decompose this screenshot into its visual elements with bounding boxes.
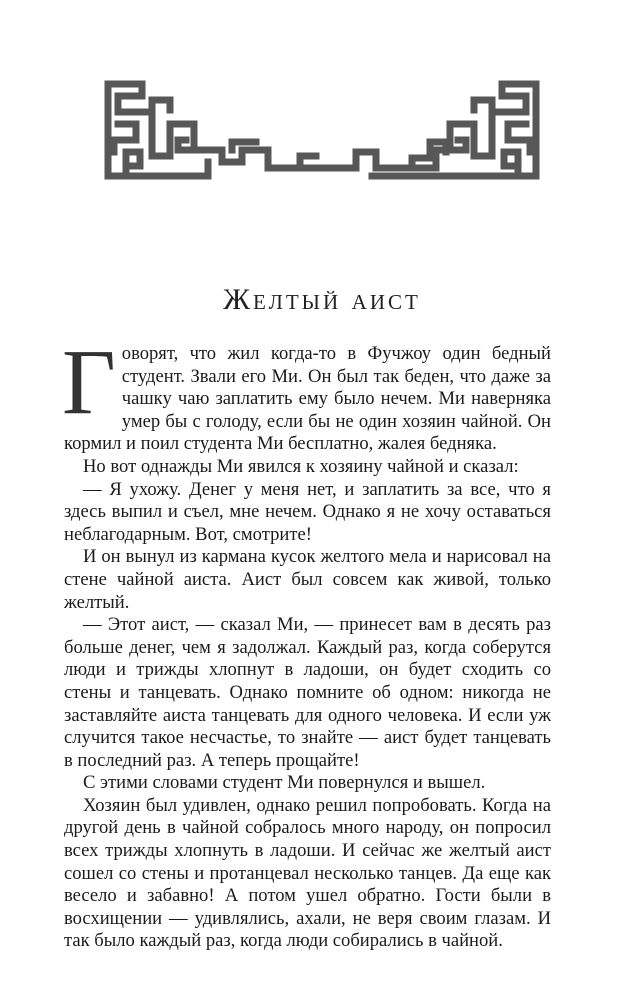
chapter-title: Желтый аист	[223, 283, 421, 316]
first-paragraph-text: оворят, что жил когда-то в Фучжоу один бедный студент. Звали его Ми. Он был так беден, что даже за чашку чаю заплатить ему было нечем. Ми наверняка умер бы с голоду, если бы не один хозяин чайной. Он кормил и поил студента Ми бесплатно, жалея бедняка.	[64, 343, 551, 455]
paragraph: Хозяин был удивлен, однако решил попробовать. Когда на другой день в чайной собралось много народу, он попросил всех трижды хлопнуть в ладоши. И сейчас же желтый аист сошел со стены и протанцевал несколько танцев. Да еще как весело и забавно! А потом ушел обратно. Гости были в восхищении — удивлялись, ахали, не веря своим глазам. И так было каждый раз, когда люди собирались в чайной.	[64, 794, 551, 952]
paragraph: Но вот однажды Ми явился к хозяину чайной и сказал:	[83, 455, 519, 477]
drop-cap: Г	[62, 331, 116, 434]
fret-ornament	[0, 0, 644, 200]
paragraph: — Я ухожу. Денег у меня нет, и заплатить за все, что я здесь выпил и съел, мне нечем. Однако я не хочу оставаться неблагодарным. Вот, смотрите!	[64, 478, 551, 545]
story-text	[62, 331, 551, 953]
paragraph	[62, 331, 551, 456]
paragraph: И он вынул из кармана кусок желтого мела и нарисовал на стене чайной аиста. Аист был совсем как живой, только желтый.	[64, 546, 551, 613]
paragraph: — Этот аист, — сказал Ми, — принесет вам в десять раз больше денег, чем я задолжал. Каждый раз, когда соберутся люди и трижды хлопнут в ладоши, он будет сходить со стены и танцевать. Однако помните об одном: никогда не заставляйте аиста танцевать для одного человека. И если уж случится такое несчастье, то знайте — аист будет танцевать в последний раз. А теперь прощайте!	[64, 614, 551, 771]
paragraph: С этими словами студент Ми повернулся и вышел.	[83, 772, 486, 794]
